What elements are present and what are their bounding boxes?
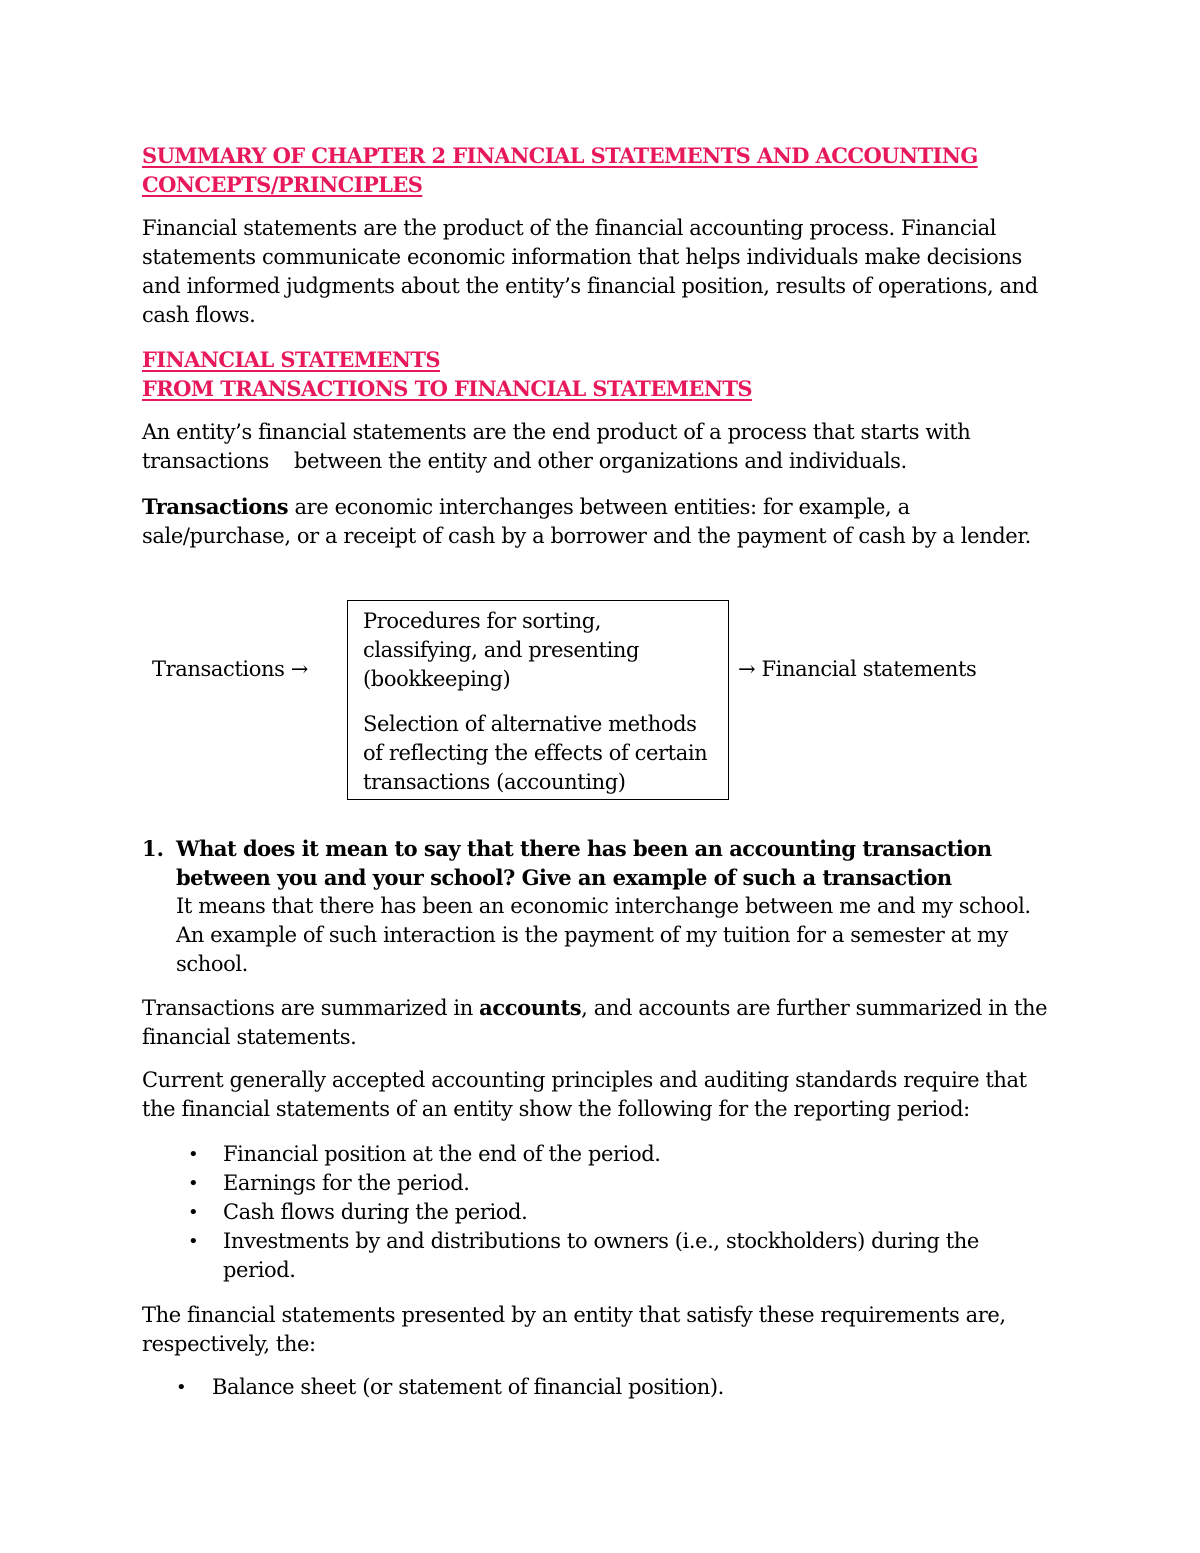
bullet-icon: •	[176, 1377, 187, 1398]
gaap-line: Current generally accepted accounting principles and auditing standards require that	[142, 1068, 1027, 1092]
flow-process-box	[347, 600, 729, 800]
answer-line: An example of such interaction is the payment of my tuition for a semester at my	[176, 923, 1009, 947]
list-item-text: Earnings for the period.	[223, 1171, 470, 1195]
question-text	[176, 834, 992, 892]
question-line: between you and your school? Give an example of such a transaction	[176, 865, 952, 890]
list-item-text: Cash flows during the period.	[223, 1200, 528, 1224]
intro-line: cash flows.	[142, 303, 256, 327]
process-paragraph	[142, 418, 1072, 476]
answer-line: It means that there has been an economic interchange between me and my school.	[176, 894, 1031, 918]
answer-text	[176, 892, 1031, 979]
box-line: transactions (accounting)	[363, 770, 626, 794]
transactions-definition	[142, 492, 1072, 551]
flow-transactions-label: Transactions →	[152, 657, 308, 681]
bullet-icon: •	[188, 1173, 199, 1194]
transactions-definition-text: are economic interchanges between entities: for example, a	[288, 495, 910, 519]
intro-line: Financial statements are the product of the financial accounting process. Financial	[142, 216, 997, 240]
bullet-icon: •	[188, 1231, 199, 1252]
list-item-text-continued: period.	[223, 1258, 296, 1282]
box-line: (bookkeeping)	[363, 667, 511, 691]
accounting-text	[363, 710, 707, 797]
question-line: What does it mean to say that there has been an accounting transaction	[176, 836, 992, 861]
gaap-line: the financial statements of an entity show the following for the reporting period:	[142, 1097, 970, 1121]
accounts-term: accounts	[479, 995, 582, 1020]
bullet-icon: •	[188, 1202, 199, 1223]
statements-paragraph	[142, 1301, 1072, 1359]
section-heading-line-1: FINANCIAL STATEMENTS	[142, 347, 440, 372]
accounts-text-before: Transactions are summarized in	[142, 996, 480, 1020]
statements-line: respectively, the:	[142, 1332, 316, 1356]
accounts-line-2: financial statements.	[142, 1025, 357, 1049]
chapter-title-line-1: SUMMARY OF CHAPTER 2 FINANCIAL STATEMENTS AND ACCOUNTING	[142, 143, 978, 168]
intro-paragraph	[142, 214, 1072, 330]
bookkeeping-text	[363, 607, 639, 694]
list-item	[0, 1373, 724, 1402]
box-line: Selection of alternative methods	[363, 712, 697, 736]
accounts-text-after: , and accounts are further summarized in the	[581, 996, 1048, 1020]
gaap-paragraph	[142, 1066, 1072, 1124]
answer-line: school.	[176, 952, 248, 976]
statements-line: The financial statements presented by an entity that satisfy these requirements are,	[142, 1303, 1006, 1327]
section-heading-line-2: FROM TRANSACTIONS TO FINANCIAL STATEMENTS	[142, 376, 752, 401]
transactions-definition-line-2: sale/purchase, or a receipt of cash by a borrower and the payment of cash by a lender.	[142, 524, 1031, 548]
section-heading	[142, 345, 752, 403]
requirements-list	[0, 1140, 979, 1285]
list-item	[0, 1227, 979, 1285]
list-item-text: Investments by and distributions to owners (i.e., stockholders) during the	[223, 1229, 979, 1253]
list-item	[0, 1169, 979, 1198]
process-line: An entity’s financial statements are the end product of a process that starts with	[142, 420, 971, 444]
chapter-title	[142, 141, 978, 199]
statements-list	[0, 1373, 724, 1402]
list-item-text: Balance sheet (or statement of financial position).	[212, 1375, 724, 1399]
list-item	[0, 1140, 979, 1169]
list-item	[0, 1198, 979, 1227]
intro-line: and informed judgments about the entity’s financial position, results of operations, and	[142, 274, 1038, 298]
chapter-title-line-2: CONCEPTS/PRINCIPLES	[142, 172, 423, 197]
question-number: 1.	[142, 836, 164, 861]
accounts-paragraph	[142, 993, 1072, 1052]
intro-line: statements communicate economic information that helps individuals make decisions	[142, 245, 1022, 269]
bullet-icon: •	[188, 1144, 199, 1165]
box-line: Procedures for sorting,	[363, 609, 602, 633]
transactions-definition-line-1	[142, 492, 1072, 522]
box-line: classifying, and presenting	[363, 638, 640, 662]
list-item-text: Financial position at the end of the period.	[223, 1142, 661, 1166]
process-line: transactions between the entity and other organizations and individuals.	[142, 449, 907, 473]
flow-financial-statements-label: → Financial statements	[738, 657, 977, 681]
accounts-line-1	[142, 993, 1072, 1023]
transactions-term: Transactions	[142, 494, 289, 519]
box-line: of reflecting the effects of certain	[363, 741, 708, 765]
